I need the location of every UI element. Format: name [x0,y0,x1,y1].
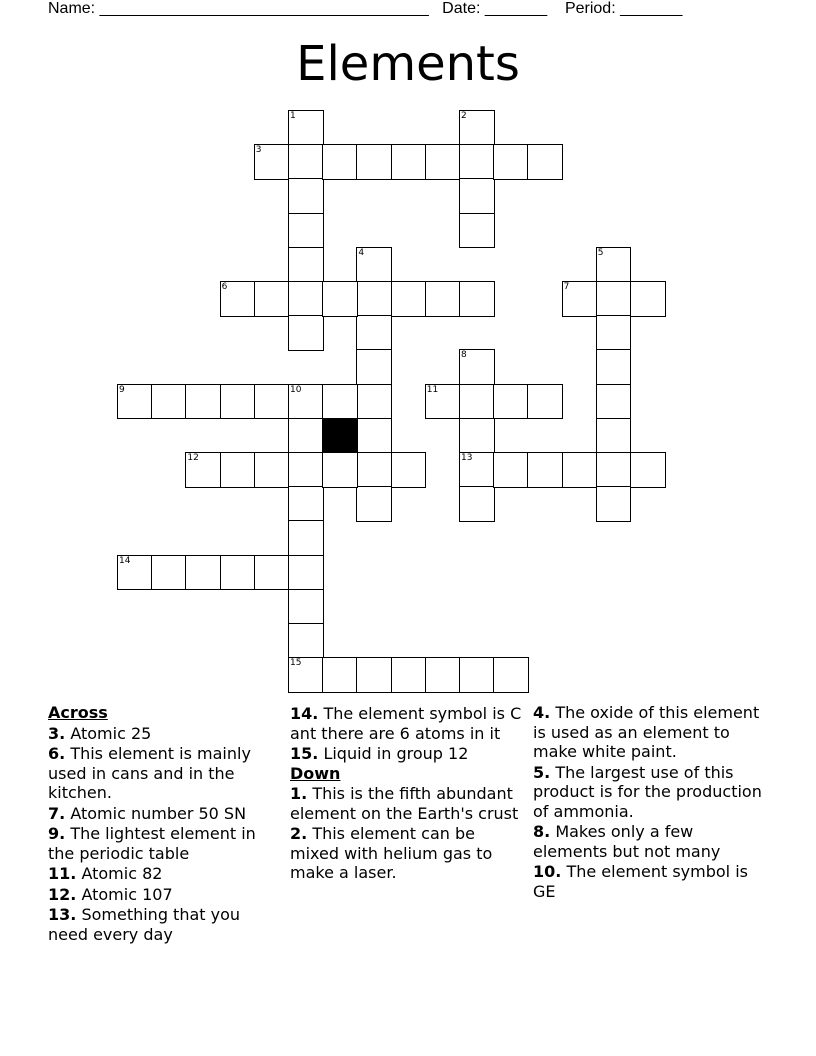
crossword-cell[interactable] [356,384,392,420]
across-heading: Across [48,703,108,722]
crossword-cell[interactable] [288,281,324,317]
clue-text: Makes only a few elements but not many [533,822,721,861]
clue-text: This element is mainly used in cans and in the kitchen. [48,744,251,802]
blocked-cell [322,418,358,454]
clue-number: 10. [533,862,562,881]
crossword-cell[interactable] [562,281,598,317]
clue-number: 6. [48,744,66,763]
clue-item [48,824,284,863]
crossword-cell[interactable] [185,452,221,488]
clue-number: 11 [426,384,439,395]
clue-number: 11. [48,864,77,883]
date-blank[interactable]: _______ [484,0,548,17]
crossword-cell[interactable] [630,281,666,317]
crossword-cell[interactable] [459,178,495,214]
crossword-cell[interactable] [596,281,632,317]
crossword-cell[interactable] [322,144,358,180]
clue-item [48,905,284,944]
crossword-cell[interactable] [288,623,324,659]
crossword-cell[interactable] [596,247,632,283]
crossword-cell[interactable] [356,418,392,454]
clue-text: Liquid in group 12 [323,744,469,763]
clue-number: 2 [461,111,467,121]
crossword-cell[interactable] [459,452,495,488]
crossword-cell[interactable] [527,384,563,420]
crossword-cell[interactable] [459,349,495,385]
clue-item [48,804,284,824]
crossword-cell[interactable] [288,555,324,591]
crossword-cell[interactable] [459,110,495,146]
crossword-cell[interactable] [356,486,392,522]
period-label: Period: [564,0,616,17]
crossword-cell[interactable] [596,315,632,351]
crossword-cell[interactable] [220,384,256,420]
crossword-cell[interactable] [322,452,358,488]
crossword-cell[interactable] [288,520,324,556]
clue-number: 15 [290,658,302,669]
name-label: Name: [48,0,96,17]
clues-column-1 [48,703,284,944]
crossword-cell[interactable] [596,349,632,385]
crossword-cell[interactable] [288,384,324,420]
crossword-cell[interactable] [459,657,495,693]
clue-item [290,704,526,743]
clue-text: Atomic number 50 SN [70,803,247,823]
clue-item [48,724,284,744]
clue-item [290,784,526,823]
crossword-cell[interactable] [254,384,290,420]
crossword-cell[interactable] [356,452,392,488]
clue-number: 5. [533,762,551,782]
clue-item [533,862,769,901]
clue-number: 14 [119,555,131,566]
crossword-cell[interactable] [322,657,358,693]
clue-text: This element can be mixed with helium gas to make a laser. [290,824,493,882]
clue-item [48,864,284,884]
clue-text: Atomic 82 [81,864,163,883]
crossword-cell[interactable] [527,144,563,180]
crossword-cell[interactable] [220,452,256,488]
crossword-cell[interactable] [220,555,256,591]
clue-number: 10 [290,384,302,395]
clue-text: Atomic 107 [81,884,173,904]
crossword-cell[interactable] [117,555,153,591]
clue-text: The largest use of this product is for the production of ammonia. [533,762,762,821]
clue-item [48,885,284,905]
clue-text: The element symbol is C ant there are 6 atoms in it [290,704,522,743]
crossword-cell[interactable] [288,110,324,146]
clue-number: 8 [461,350,467,361]
clue-text: The oxide of this element is used as an element to make white paint. [533,703,760,761]
crossword-cell[interactable] [356,247,392,283]
crossword-cell[interactable] [391,144,427,180]
crossword-cell[interactable] [630,452,666,488]
crossword-cell[interactable] [288,247,324,283]
crossword-cell[interactable] [288,657,324,693]
clue-number: 5 [597,247,604,258]
clue-item [533,822,769,861]
crossword-cell[interactable] [288,213,324,249]
clue-number: 12. [48,884,77,904]
down-heading: Down [290,763,341,783]
clue-number: 4 [358,247,365,258]
crossword-cell[interactable] [459,144,495,180]
crossword-cell[interactable] [493,144,529,180]
clue-number: 12 [187,453,199,463]
crossword-cell[interactable] [493,657,529,693]
crossword-cell[interactable] [391,657,427,693]
crossword-cell[interactable] [288,452,324,488]
crossword-cell[interactable] [254,144,290,180]
crossword-cell[interactable] [356,315,392,351]
crossword-cell[interactable] [322,384,358,420]
crossword-cell[interactable] [288,486,324,522]
crossword-cell[interactable] [117,384,153,420]
crossword-cell[interactable] [185,555,221,591]
crossword-cell[interactable] [459,213,495,249]
clue-number: 1. [290,784,308,803]
clue-number: 8. [533,822,551,841]
crossword-cell[interactable] [459,281,495,317]
crossword-cell[interactable] [151,555,187,591]
crossword-cell[interactable] [151,384,187,420]
crossword-cell[interactable] [254,281,290,317]
clue-number: 15. [290,744,319,763]
crossword-cell[interactable] [356,144,392,180]
crossword-cell[interactable] [527,452,563,488]
crossword-cell[interactable] [596,486,632,522]
crossword-cell[interactable] [459,486,495,522]
clue-number: 7 [563,282,570,292]
crossword-cell[interactable] [356,349,392,385]
crossword-cell[interactable] [493,384,529,420]
clue-item [290,744,526,764]
clue-number: 9 [119,384,125,395]
period-blank[interactable]: _______ [620,0,683,17]
clue-number: 13 [461,453,473,463]
crossword-cell[interactable] [459,384,495,420]
clue-number: 13. [48,905,77,924]
crossword-cell[interactable] [425,144,461,180]
date-label: Date: [442,0,481,17]
crossword-cell[interactable] [459,418,495,454]
clue-item [533,703,769,762]
crossword-cell[interactable] [391,281,427,317]
clue-text: The element symbol is GE [533,862,748,901]
crossword-cell[interactable] [493,452,529,488]
crossword-cell[interactable] [185,384,221,420]
clue-item [290,824,526,883]
crossword-cell[interactable] [596,452,632,488]
crossword-cell[interactable] [356,657,392,693]
crossword-cell[interactable] [322,281,358,317]
clue-number: 7. [48,803,66,823]
crossword-cell[interactable] [254,452,290,488]
clue-number: 3 [255,145,262,156]
crossword-cell[interactable] [220,281,256,317]
clue-item [48,744,284,803]
clue-text: This is the fifth abundant element on the Earth's crust [290,784,519,823]
crossword-cell[interactable] [425,657,461,693]
clues-column-3 [533,702,769,901]
clue-number: 6 [221,282,228,292]
crossword-cell[interactable] [391,452,427,488]
name-blank[interactable]: _____________________________________ [99,0,429,17]
clue-item [533,763,769,822]
page-title: Elements [296,36,520,92]
clue-text: The lightest element in the periodic table [48,824,256,863]
clue-text: Atomic 25 [70,723,152,743]
crossword-cell[interactable] [288,315,324,351]
crossword-cell[interactable] [425,384,461,420]
crossword-cell[interactable] [596,418,632,454]
clue-number: 9. [48,824,66,843]
crossword-cell[interactable] [425,281,461,317]
crossword-cell[interactable] [288,144,324,180]
clues-column-2 [290,703,526,883]
crossword-cell[interactable] [562,452,598,488]
clue-number: 14. [290,704,319,723]
crossword-cell[interactable] [596,384,632,420]
crossword-cell[interactable] [356,281,392,317]
crossword-cell[interactable] [288,418,324,454]
clue-number: 4. [533,703,551,722]
clue-text: Something that you need every day [48,905,241,944]
clue-number: 2. [290,824,308,843]
crossword-cell[interactable] [288,589,324,625]
clue-number: 3. [48,723,66,743]
crossword-cell[interactable] [254,555,290,591]
clue-number: 1 [290,111,296,121]
crossword-cell[interactable] [288,178,324,214]
